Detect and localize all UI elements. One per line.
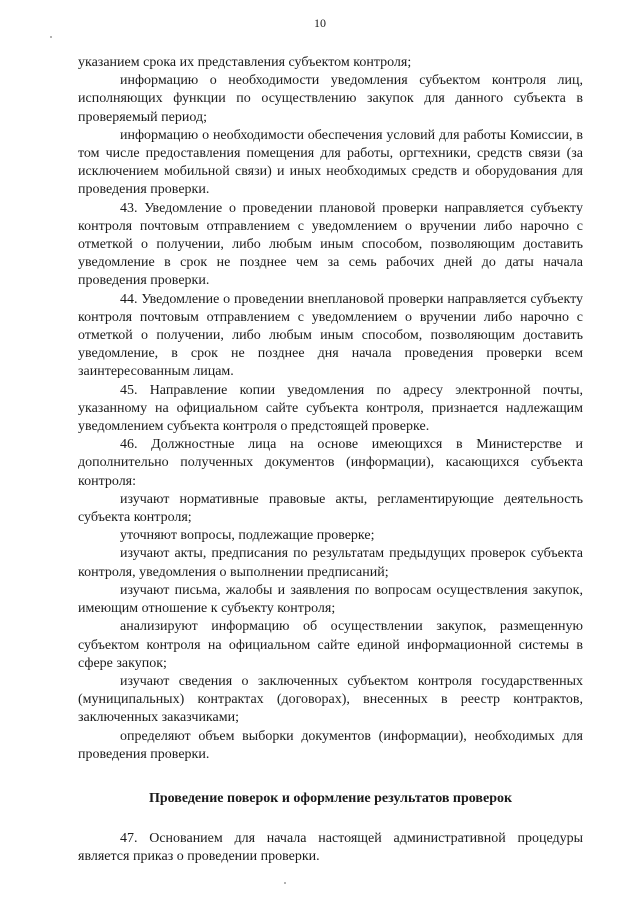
paragraph: 45. Направление копии уведомления по адресу электронной почты, указанному на официальном сайте субъекта контроля, признается надлежащим уведомлением субъекта контроля о предстоящей проверке. [78, 382, 583, 435]
scan-speck [50, 36, 52, 38]
list-item: определяют объем выборки документов (информации), необходимых для проведения проверки. [78, 728, 583, 762]
paragraph: 46. Должностные лица на основе имеющихся в Министерстве и дополнительно полученных документов (информации), касающихся субъекта контроля: [78, 437, 583, 489]
document-body [78, 54, 583, 867]
list-item: изучают нормативные правовые акты, регламентирующие деятельность субъекта контроля; [78, 491, 583, 526]
list-item: изучают акты, предписания по результатам предыдущих проверок субъекта контроля, уведомления о выполнении предписаний; [78, 546, 583, 580]
paragraph: информацию о необходимости уведомления субъектом контроля лиц, исполняющих функции по осуществлению закупок для данного субъекта в проверяемый период; [78, 73, 583, 125]
page-number: 10 [314, 16, 326, 30]
scan-speck [284, 882, 286, 884]
list-item: уточняют вопросы, подлежащие проверке; [120, 528, 375, 544]
list-item: изучают сведения о заключенных субъектом контроля государственных (муниципальных) контрактах (договорах), внесенных в реестр контрактов, заключенных заказчиками; [78, 673, 583, 726]
list-item: анализируют информацию об осуществлении закупок, размещенную субъектом контроля на официальном сайте единой информационной системы в сфере закупок; [78, 619, 583, 671]
paragraph: 43. Уведомление о проведении плановой проверки направляется субъекту контроля почтовым отправлением с уведомлением о вручении либо нарочно с отметкой о получении, либо любым иным способом, позволяющим доставить уведомление в срок не позднее чем за семь рабочих дней до даты начала проведения проверки. [78, 200, 583, 289]
paragraph: указанием срока их представления субъектом контроля; [78, 55, 412, 70]
paragraph: информацию о необходимости обеспечения условий для работы Комиссии, в том числе предоставления помещения для работы, оргтехники, средств связи (за исключением мобильной связи) и иных необходимых средств и оборудования для проведения проверки. [78, 127, 583, 198]
section-heading: Проведение поверок и оформление результатов проверок [148, 790, 513, 806]
paragraph: 47. Основанием для начала настоящей административной процедуры является приказ о проведении проверки. [78, 831, 583, 865]
list-item: изучают письма, жалобы и заявления по вопросам осуществления закупок, имеющим отношение к субъекту контроля; [78, 582, 583, 617]
paragraph: 44. Уведомление о проведении внеплановой проверки направляется субъекту контроля почтовым отправлением с уведомлением о вручении либо нарочно с отметкой о получении, либо любым иным способом, позволяющим доставить уведомление, в срок не позднее дня начала проведения проверки всем заинтересованным лицам. [78, 291, 583, 380]
